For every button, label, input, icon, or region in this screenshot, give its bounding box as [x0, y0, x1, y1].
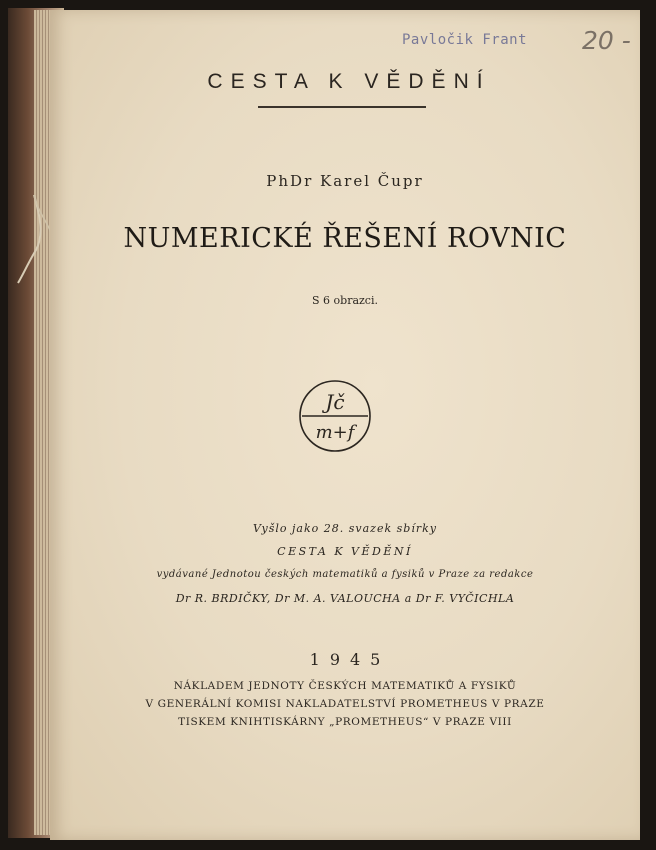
publisher-line-1: NÁKLADEM JEDNOTY ČESKÝCH MATEMATIKŮ A FYSIKŮ	[173, 680, 517, 692]
series-name-repeat: CESTA K VĚDĚNÍ	[277, 545, 413, 558]
publisher-line-2: V GENERÁLNÍ KOMISI NAKLADATELSTVÍ PROMETHEUS V PRAZE	[145, 698, 545, 710]
title-page	[50, 10, 640, 840]
publisher-line-3: TISKEM KNIHTISKÁRNY „PROMETHEUS“ V PRAZE VIII	[178, 716, 512, 728]
owner-stamp: Pavločik Frant	[402, 32, 528, 48]
author-name: PhDr Karel Čupr	[266, 172, 424, 190]
heading-rule	[258, 106, 426, 108]
society-emblem	[297, 378, 373, 454]
publication-year: 1945	[309, 650, 391, 669]
series-editors: Dr R. BRDIČKY, Dr M. A. VALOUCHA a Dr F. VYČICHLA	[175, 592, 515, 605]
book-title: NUMERICKÉ ŘEŠENÍ ROVNIC	[123, 223, 567, 254]
binding-string	[14, 195, 54, 285]
series-issuer: vydávané Jednotou českých matematiků a fysiků v Praze za redakce	[156, 569, 534, 580]
figures-note: S 6 obrazci.	[312, 294, 378, 307]
series-heading: CESTA K VĚDĚNÍ	[207, 70, 491, 93]
series-volume-note: Vyšlo jako 28. svazek sbírky	[253, 522, 437, 535]
emblem-bottom-text: m+f	[315, 422, 355, 443]
price-handwriting: 20 -	[582, 26, 631, 55]
emblem-top-text: Jč	[325, 390, 345, 414]
